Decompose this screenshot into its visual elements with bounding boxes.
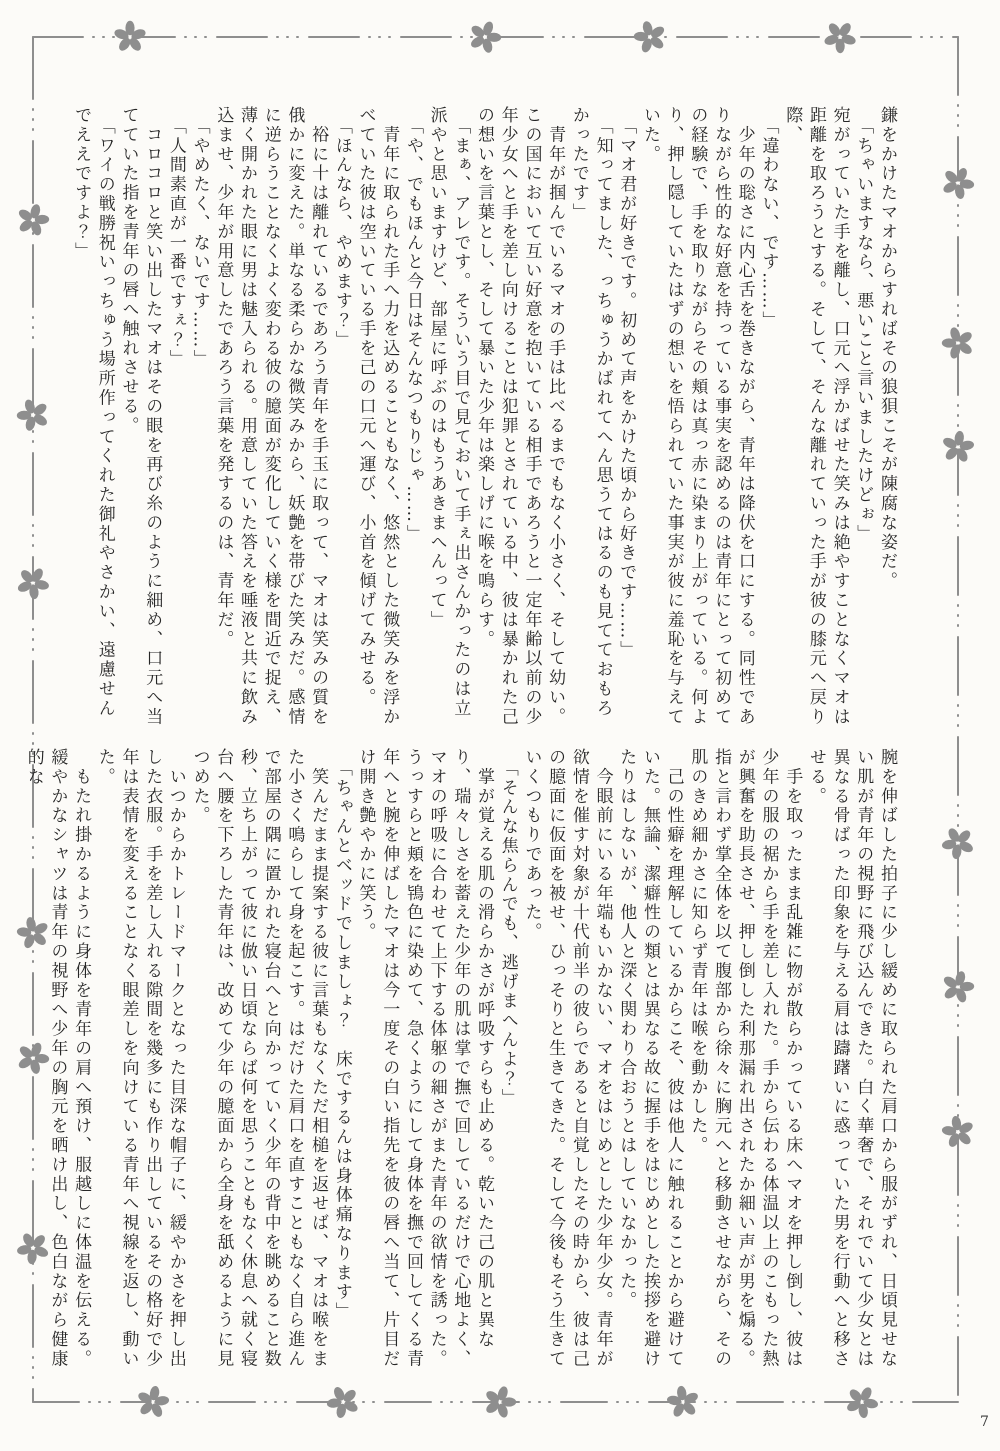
flower-icon	[113, 21, 147, 53]
flower-icon	[321, 1380, 365, 1423]
text-block-top	[71, 106, 898, 736]
paragraph: 青年に取られた手へ力を込めることもなく、悠然とした微笑みを浮かべていた彼は空いている手を己の口元へ運び、小首を傾げてみせる。	[355, 106, 400, 727]
paragraph: 「ちゃいますなら、悪いこと言いましたけどぉ」	[853, 106, 874, 544]
paragraph: 掌が覚える肌の滑らかさが呼吸すらも止める。乾いた己の肌と異なり、瑞々しさを蓄えた少年の肌は掌で撫で回しているだけで心地よく、マオの呼吸に合わせて上下する体躯の細さがまた青年の欲情を誘った。うっすらと頬を鴇色に染めて、急くようにして身体を撫で回してくる青年へと腕を伸ばしたマオは今一度その白い指先を彼の唇へ当て、片目だけ開き艶やかに笑う。	[355, 748, 495, 1369]
paragraph: 青年が掴んでいるマオの手は比べるまでもなく小さく、そして幼い。この国において互い好意を抱いている相手であろうと一定年齢以前の少年少女へと手を差し向けることは犯罪とされている中、彼は暴かれた己の想いを言葉とし、そして暴いた少年は楽しげに喉を鳴らす。	[474, 106, 566, 727]
paragraph: 「や、でもほんと今日はそんなつもりじゃ……」	[402, 106, 423, 544]
paragraph: 裕に十は離れているであろう青年を手玉に取って、マオは笑みの質を俄かに変えた。単なる柔らかな微笑みから、妖艶を帯びた笑みだ。感情に逆らうことなくよく変わる彼の臆面が変化していく様を間近で捉え、薄く開かれた眼に男は魅入られる。用意していた答えを唾液と共に飲み込ませ、少年が用意したであろう言葉を発するのは、青年だ。	[213, 106, 329, 727]
paragraph: 「違わない、です……」	[758, 106, 779, 331]
paragraph: 宛がっていた手を離し、口元へ浮かばせた笑みは絶やすことなくマオは距離を取ろうとする。そして、そんな離れていった手が彼の膝元へ戻り際、	[782, 106, 850, 727]
paragraph: 「知ってました、っちゅうかばれてへん思うてはるのも見てておもろかったです」	[568, 106, 613, 719]
flower-icon	[664, 1384, 702, 1420]
paragraph: 腕を伸ばした拍子に少し緩めに取られた肩口から服がずれ、日頃見せない肌が青年の視野に飛び込んできた。白く華奢で、それでいて少女とは異なる骨ばった印象を与える肩は躊躇いに惑っていた男を行動へと移させる。	[805, 748, 897, 1369]
paragraph: 「マオ君が好きです。初めて声をかけた頃から好きです……」	[616, 106, 637, 661]
paragraph: 今眼前にいる年端もいかない、マオをはじめとした少年少女。青年が欲情を催す対象が十代前半の彼らであると自覚したその時から、彼は己の臆面に仮面を被せ、ひっそりと生きてきた。そして今後もそう生きていくつもりであった。	[521, 748, 613, 1369]
page-number: 7	[980, 1414, 989, 1430]
paragraph: 「ワイの戦勝祝いっちゅう場所作ってくれた御礼やさかい、遠慮せんでええですよ？」	[71, 106, 115, 719]
paragraph: 「ちゃんとベッドでしましょ？ 床でするんは身体痛なります」	[331, 748, 352, 1322]
paragraph: 「人間素直が一番ですぇ？」	[165, 106, 186, 370]
paragraph: コロコロと笑い出したマオはその眼を再び糸のように細め、口元へ当てていた指を青年の唇へ触れさせる。	[118, 106, 163, 727]
paragraph: もたれ掛かるように身体を青年の肩へ預け、服越しに体温を伝える。緩やかなシャツは青年の視野へ少年の胸元を晒け出し、色白ながら健康的な	[23, 748, 92, 1369]
paragraph: 手を取ったまま乱雑に物が散らかっている床へマオを押し倒し、彼は少年の服の裾から手を差し入れた。手から伝わる体温以上のこもった熱が興奮を助長させ、押し倒した利那漏れ出されたか細い声が男を煽る。指と言わず掌全体を以て腹部から徐々に胸元へと移動させながら、その肌のきめ細かさに知らず青年は喉を動かした。	[687, 748, 803, 1369]
text-block-bottom	[23, 748, 898, 1374]
paragraph: 己の性癖を理解しているからこそ、彼は他人に触れることから避けていた。無論、潔癖性の類とは異なる故に握手をはじめとした挨拶を避けたりはしないが、他人と深く関わり合おうとはしていなかった。	[616, 748, 684, 1369]
flower-icon	[817, 14, 863, 60]
paragraph: 「やめたく、ないです……」	[189, 106, 210, 370]
paragraph: いつからかトレードマークとなった目深な帽子に、緩やかさを押し出した衣服。手を差し入れる隙間を幾多にも作り出しているその格好で少年は表情を変えることなく眼差しを向けている青年へ視線を返し、動いた。	[94, 748, 186, 1369]
flower-icon	[936, 821, 981, 865]
paragraph: 「まぁ、アレです。そういう目で見ておいて手ぇ出さんかったのは立派やと思いますけど、部屋に呼ぶのはもうあきまへんって」	[426, 106, 471, 719]
paragraph: 「ほんなら、やめます？」	[331, 106, 352, 350]
paragraph: 少年の聡さに内心舌を巻きながら、青年は降伏を口にする。同性でありながら性的な好意を持っている事実を認めるのは青年にとって初めての経験で、手を取りながらその頬は真っ赤に染まり上がっている。何より、押し隠していたはずの想いを悟られていた事実が彼に羞恥を与えていた。	[639, 106, 755, 727]
paragraph: 鎌をかけたマオからすればその狼狽こそが陳腐な姿だ。	[877, 106, 897, 591]
paragraph: 笑んだまま提案する彼に言葉もなくただ相槌を返せば、マオは喉をまた小さく鳴らして身を起こす。はだけた肩口を直すこともなく自ら進んで部屋の隅に置かれた寝台へと向かっていく少年の背中を眺めること数秒、立ち上がって彼に倣い日頃ならば何を思うこともなく休息へ就く寝台へ腰を下ろした青年は、改めて少年の臆面から全身を舐めるように見つめた。	[189, 748, 329, 1369]
paragraph: 「そんな焦らんでも、逃げまへんよ？」	[497, 748, 518, 1109]
